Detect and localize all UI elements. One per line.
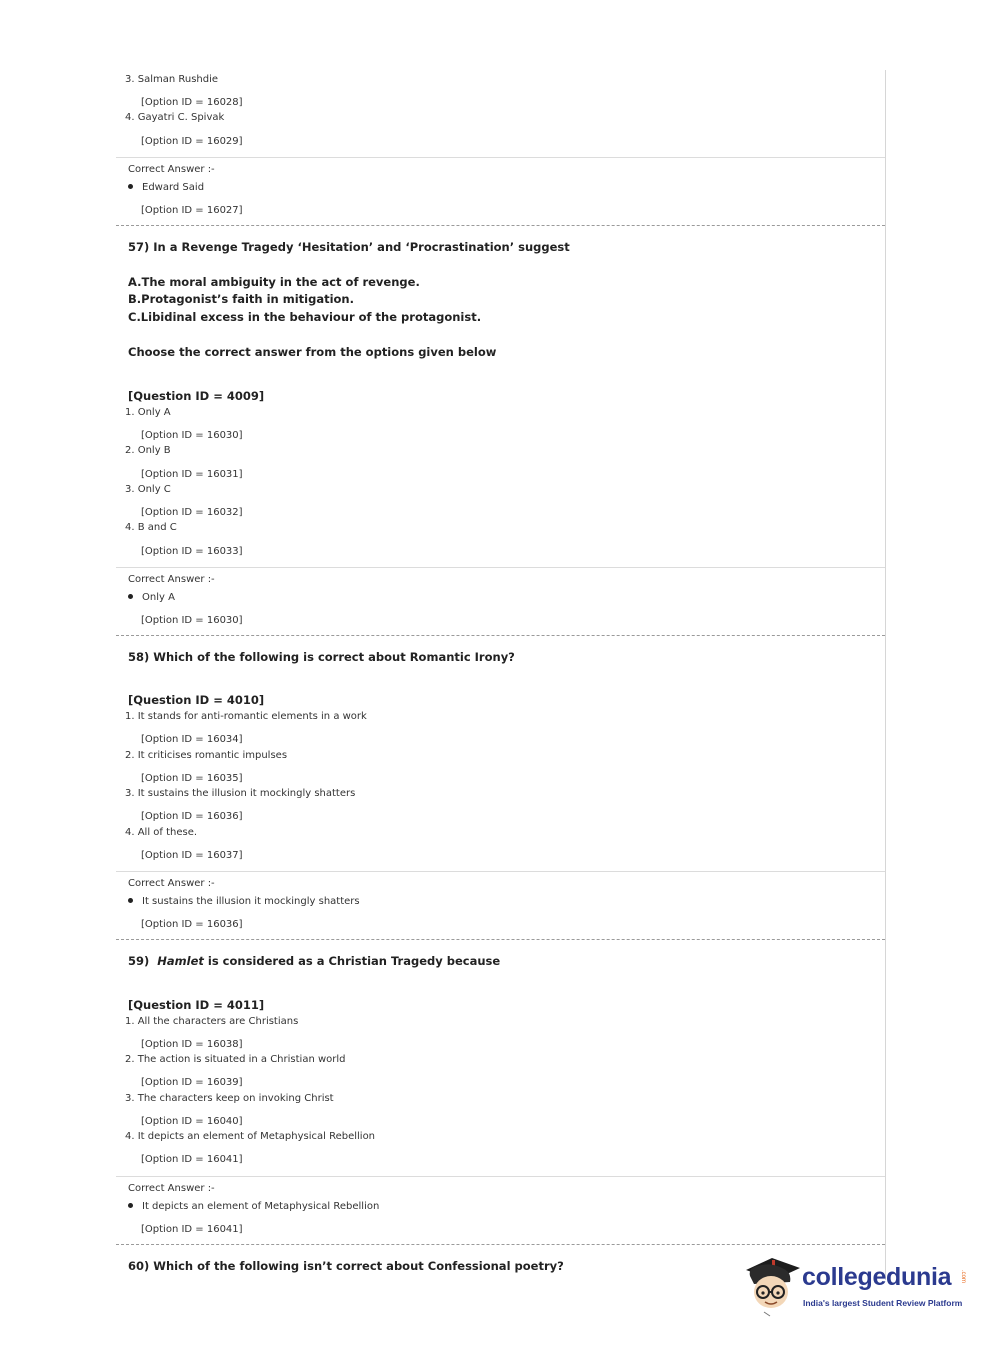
question-divider [116, 225, 885, 226]
bullet-icon [128, 594, 133, 599]
correct-answer-id: [Option ID = 16036] [141, 919, 243, 930]
option-2: 2. It criticises romantic impulses [125, 750, 288, 761]
option-1: 1. It stands for anti-romantic elements in a work [125, 711, 367, 722]
option-3: 3. The characters keep on invoking Christ [125, 1093, 334, 1104]
option-4-id: [Option ID = 16041] [141, 1154, 243, 1165]
option-4: 4. Gayatri C. Spivak [125, 112, 225, 123]
correct-answer-id: [Option ID = 16030] [141, 615, 243, 626]
correct-answer-label: Correct Answer :- [128, 1183, 215, 1194]
separator [116, 871, 885, 872]
question-title: 57) In a Revenge Tragedy ‘Hesitation’ and ‘Procrastination’ suggest [128, 240, 570, 254]
option-3-id: [Option ID = 16032] [141, 507, 243, 518]
option-2-id: [Option ID = 16035] [141, 773, 243, 784]
mascot-icon [742, 1250, 804, 1320]
option-3: 3. Salman Rushdie [125, 74, 219, 85]
option-4: 4. It depicts an element of Metaphysical Rebellion [125, 1131, 376, 1142]
statement-b: B.Protagonist’s faith in mitigation. [128, 292, 354, 306]
option-1: 1. Only A [125, 407, 171, 418]
logo-suffix: .com [960, 1270, 966, 1284]
option-2-id: [Option ID = 16031] [141, 469, 243, 480]
separator [116, 1176, 885, 1177]
question-title: 58) Which of the following is correct about Romantic Irony? [128, 650, 515, 664]
option-1-id: [Option ID = 16034] [141, 734, 243, 745]
question-title: 60) Which of the following isn’t correct about Confessional poetry? [128, 1259, 564, 1273]
option-4-id: [Option ID = 16033] [141, 546, 243, 557]
correct-answer-id: [Option ID = 16041] [141, 1224, 243, 1235]
separator [116, 157, 885, 158]
question-title: 59) Hamlet is considered as a Christian Tragedy because [128, 954, 501, 968]
question-instruction: Choose the correct answer from the options given below [128, 345, 497, 359]
question-id: [Question ID = 4010] [128, 693, 265, 707]
option-2: 2. The action is situated in a Christian world [125, 1054, 346, 1065]
question-paper-page [116, 70, 886, 1280]
option-1: 1. All the characters are Christians [125, 1016, 299, 1027]
collegedunia-logo [742, 1250, 972, 1320]
option-3: 3. It sustains the illusion it mockingly shatters [125, 788, 356, 799]
option-3-id: [Option ID = 16028] [141, 97, 243, 108]
correct-answer: Only A [128, 592, 175, 603]
correct-answer: Edward Said [128, 182, 204, 193]
correct-answer: It depicts an element of Metaphysical Rebellion [128, 1201, 379, 1212]
question-divider [116, 1244, 885, 1245]
option-1-id: [Option ID = 16030] [141, 430, 243, 441]
option-4: 4. B and C [125, 522, 177, 533]
option-1-id: [Option ID = 16038] [141, 1039, 243, 1050]
correct-answer-label: Correct Answer :- [128, 574, 215, 585]
statement-a: A.The moral ambiguity in the act of revenge. [128, 275, 420, 289]
bullet-icon [128, 184, 133, 189]
statement-c: C.Libidinal excess in the behaviour of the protagonist. [128, 310, 482, 324]
correct-answer-label: Correct Answer :- [128, 878, 215, 889]
correct-answer-label: Correct Answer :- [128, 164, 215, 175]
bullet-icon [128, 1203, 133, 1208]
option-4: 4. All of these. [125, 827, 198, 838]
option-3-id: [Option ID = 16040] [141, 1116, 243, 1127]
question-divider [116, 635, 885, 636]
correct-answer-id: [Option ID = 16027] [141, 205, 243, 216]
option-3-id: [Option ID = 16036] [141, 811, 243, 822]
logo-tagline: India's largest Student Review Platform [803, 1298, 963, 1308]
option-3: 3. Only C [125, 484, 171, 495]
question-id: [Question ID = 4009] [128, 389, 265, 403]
bullet-icon [128, 898, 133, 903]
separator [116, 567, 885, 568]
option-2-id: [Option ID = 16039] [141, 1077, 243, 1088]
option-2: 2. Only B [125, 445, 171, 456]
logo-wordmark: collegedunia [802, 1263, 952, 1291]
question-divider [116, 939, 885, 940]
option-4-id: [Option ID = 16029] [141, 136, 243, 147]
correct-answer: It sustains the illusion it mockingly shatters [128, 896, 360, 907]
option-4-id: [Option ID = 16037] [141, 850, 243, 861]
question-id: [Question ID = 4011] [128, 998, 265, 1012]
